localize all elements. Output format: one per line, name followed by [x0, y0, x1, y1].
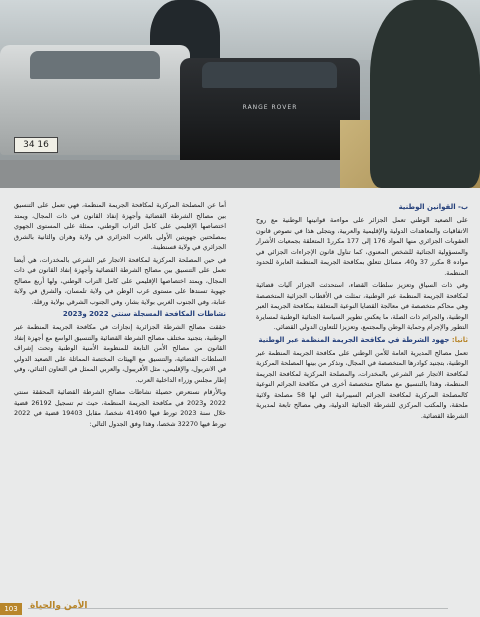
right-column	[256, 200, 468, 423]
paragraph: في حين المصلحة المركزية لمكافحة الاتجار غير الشرعي بالمخدرات، هي أيضا تعمل على التنسيق بين مصالح الشرطة القضائية وأجهزة إنفاذ القانون في ذات المجال، ويمتد اختصاصها الإقليمي على كامل التراب الوطني، ولها أربع مصالح جهوية تسندها على مستوى غرب الوطن في ولاية تلمسان، والشرق في ولاية عنابة، وفي الجنوب الغربي بولاية بشار، وفي الجنوب الشرقي بولاية ورقلة.	[14, 255, 226, 306]
paragraph: على الصعيد الوطني تعمل الجزائر على مواءمة قوانينها الوطنية مع روح الاتفاقيات والمعاهدات الدولية والإقليمية والعربية، ويتجلى هذا في نصوص قانون العقوبات الجزائري منها المواد 176 إلى 177 مكرر1 المتعلقة بجمعيات الأشرار والمسؤولية الجنائية للشخص المعنوي، كما تناول قانون الإجراءات الجزائي في مواده 8 مكرر 37 و40، مسائل تتعلق بمكافحة الجريمة المنظمة العابرة للحدود المنظمة.	[256, 216, 468, 277]
footer-rule	[28, 608, 448, 609]
car-windshield	[30, 51, 160, 79]
suv-windshield	[202, 62, 337, 88]
page-footer	[0, 600, 480, 617]
paragraph: أما عن المصلحة المركزية لمكافحة الجريمة المنظمة، فهي تعمل على التنسيق بين مصالح الشرطة القضائية وأجهزة إنفاذ القانون في ذات المجال، ويمتد اختصاصها الإقليمي على كامل التراب الوطني، ممثلة على المستوى الجهوي بمصلحتين جهويتين الأولى بالغرب الجزائري في ولاية وهران والثانية بالشرق الجزائري في ولاية قسنطينة.	[14, 201, 226, 251]
black-suv	[180, 58, 360, 166]
silver-car	[0, 45, 190, 155]
paragraph: وبالأرقام نستعرض حصيلة نشاطات مصالح الشرطة القضائية المحققة سنتي 2022 و2023 في مكافحة الجريمة المنظمة، حيث تم تسجيل 26192 قضية خلال سنة 2023 تورط فيها 41490 شخصا، مقابل 19403 قضية في 2022 تورط فيها 32270 شخصا، وهذا وفق الجدول التالي:	[14, 388, 226, 428]
section-heading-activities: نشاطات المكافحة المسجلة سنتي 2022 و2023	[62, 310, 226, 318]
paragraph: تعمل مصالح المديرية العامة للأمن الوطني على مكافحة الجريمة المنظمة عبر الوطنية، بتجنيد كوادرها المتخصصة في المجال، ونذكر من بينها المصلحة المركزية لمكافحة الاتجار غير الشرعي بالمخدرات، والمصلحة المركزية لمكافحة الجريمة المنظمة، وهذا بالتنسيق مع مصالح متخصصة أخرى في مكافحة الجرائم النوعية كالمصلحة المركزية لمكافحة الجرائم السيبرانية التي لها 58 مصلحة ولائية ملحقة، والمكتب المركزي للشرطة الجنائية الدولية، وهي مصالح تابعة لمديرية الشرطة القضائية.	[256, 348, 469, 420]
page-number: 103	[0, 603, 22, 615]
section-heading-police-efforts	[256, 335, 468, 346]
officer-figure-right	[370, 0, 480, 188]
paragraph: حققت مصالح الشرطة الجزائرية إنجازات في مكافحة الجريمة المنظمة عبر الوطنية، بتجنيد مختلف مصالح الشرطة القضائية والتنسيق الواسع مع أجهزة إنفاذ القانون من مصالح الأمن التابعة للمنظومة الأمنية الوطنية وتحت إشراف السلطات القضائية، والتنسيق مع الهيئات المختصة المماثلة على الصعيد الدولي في الانتربول، والإقليمي، مثل الأفريبول، والعربي الممثل في التعاون الثنائي، وفي إطار مجلس وزراء الداخلية العرب.	[14, 323, 226, 384]
heading-accent: ثانيا:	[451, 335, 468, 344]
suv-badge: RANGE ROVER	[242, 104, 298, 111]
heading-text: جهود الشرطة في مكافحة الجريمة المنظمة عبر الوطنية	[258, 335, 452, 344]
license-plate: 34 16	[14, 137, 58, 153]
section-heading-national-laws: ب- القوانين الوطنية	[398, 203, 468, 211]
magazine-name: الأمن والحياة	[30, 601, 88, 611]
left-column	[14, 200, 226, 431]
paragraph: وفي ذات السياق وتعزيز سلطات القضاء، استحدثت الجزائر آليات قضائية لمكافحة الجريمة المنظمة عبر الوطنية، تمثلت في الأقطاب الجزائية المتخصصة وهي محاكم متخصصة في معالجة القضايا النوعية المتعلقة بمكافحة الجريمة العبر الوطنية، والجرائم ذات الصلة، ما يعكس تطوير السياسة الجنائية الوطنية لمسايرة التطور والإجرام وحماية الوطن والمجتمع، وتعزيزا للتعاون الدولي القضائي.	[256, 281, 468, 331]
header-photo	[0, 0, 480, 188]
